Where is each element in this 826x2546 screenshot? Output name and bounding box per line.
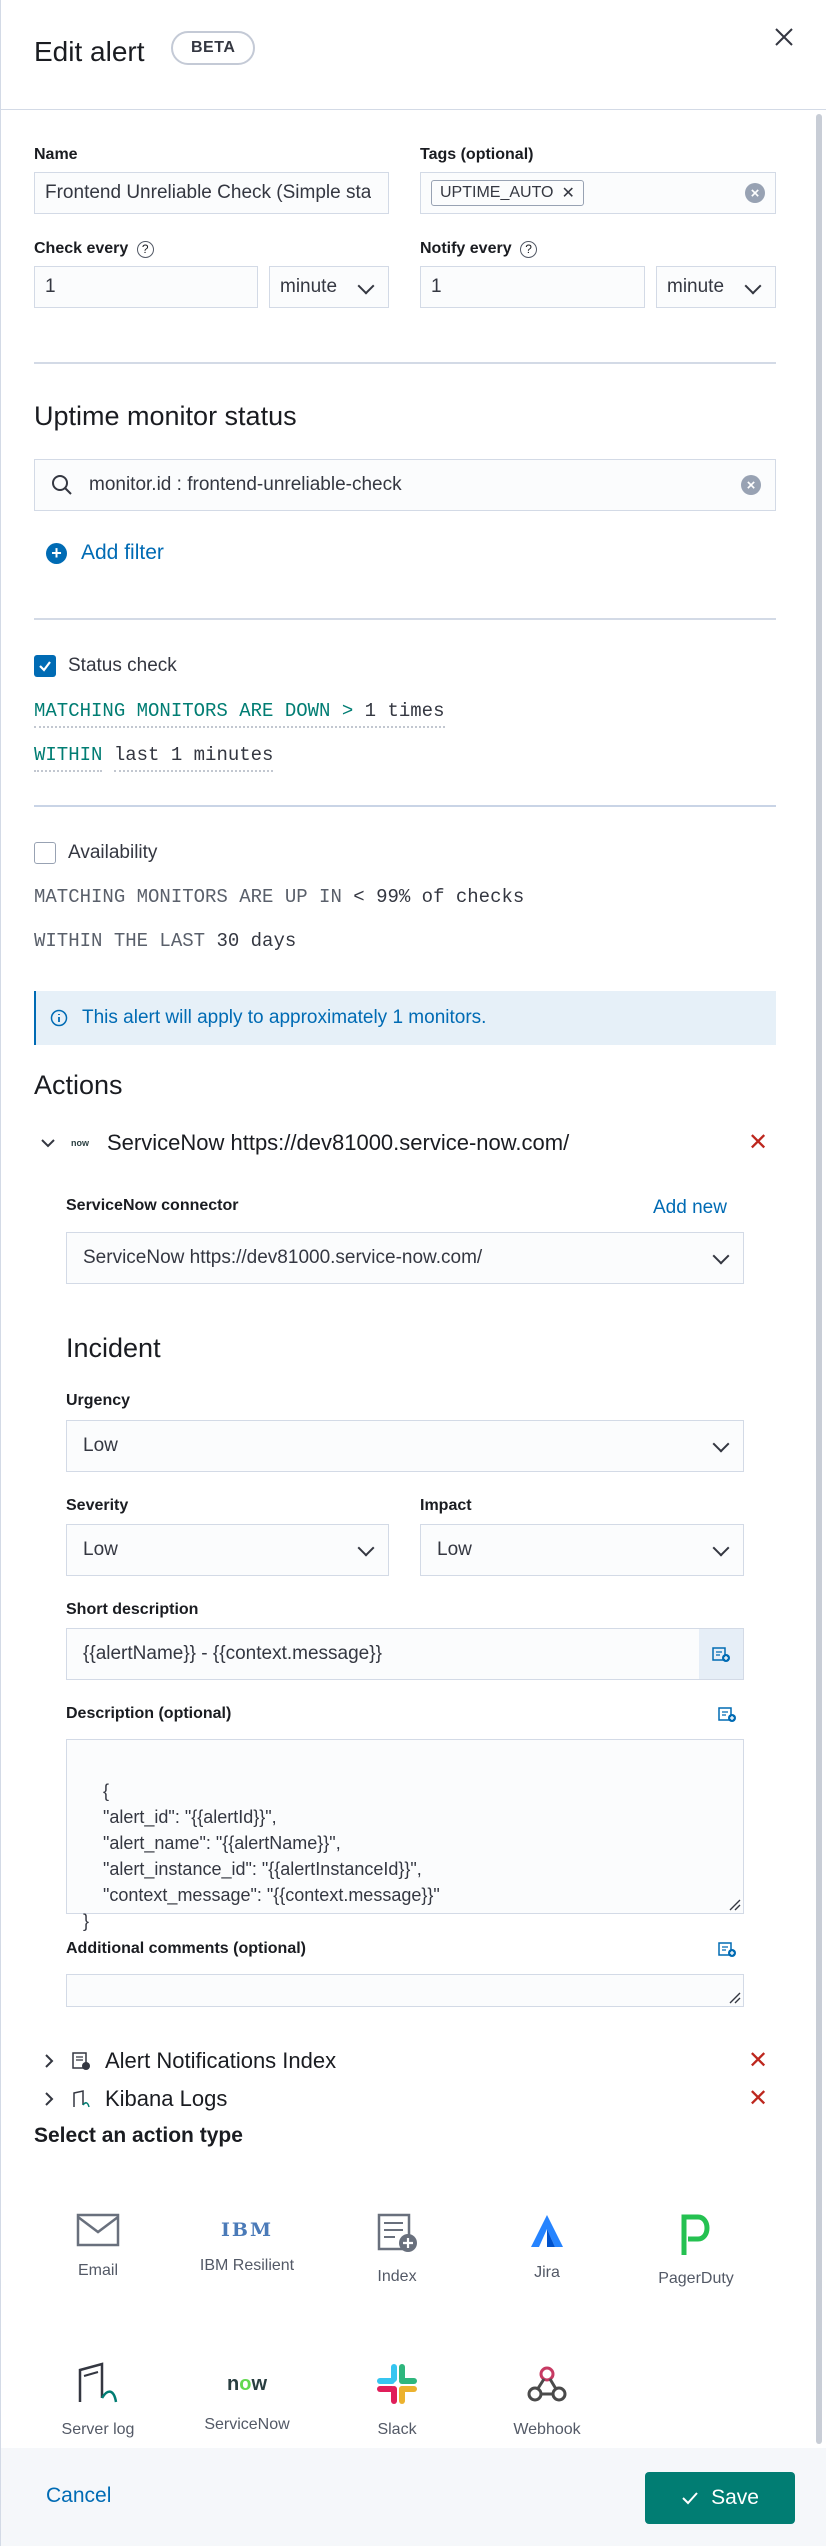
select-action-type-heading: Select an action type — [34, 2124, 243, 2147]
checkbox-unchecked-icon — [34, 842, 56, 864]
checkbox-checked-icon — [34, 655, 56, 677]
availability-expression-up — [34, 886, 524, 908]
divider — [34, 362, 776, 364]
status-expression-within[interactable] — [34, 744, 273, 766]
add-filter-label: Add filter — [81, 541, 164, 564]
index-label: Index — [377, 2268, 417, 2285]
index-action-title: Alert Notifications Index — [105, 2048, 337, 2073]
flyout-header — [1, 0, 826, 110]
action-type-servicenow[interactable] — [182, 2362, 312, 2434]
kibana-logs-action-accordion[interactable] — [41, 2086, 227, 2112]
short-description-input[interactable] — [66, 1628, 744, 1680]
resize-handle-icon[interactable] — [727, 1897, 741, 1911]
save-label: Save — [711, 2486, 759, 2509]
status-down-prefix: MATCHING MONITORS ARE DOWN > — [34, 700, 354, 722]
email-icon — [76, 2213, 120, 2247]
divider — [34, 805, 776, 807]
action-type-pagerduty[interactable] — [631, 2213, 761, 2288]
short-description-value: {{alertName}} - {{context.message}} — [83, 1643, 382, 1664]
comments-textarea[interactable] — [66, 1974, 744, 2007]
add-variable-button[interactable] — [699, 1629, 743, 1679]
ibm-logo-icon: IBM — [221, 2219, 273, 2241]
check-every-unit: minute — [280, 276, 338, 297]
chevron-down-icon — [358, 278, 375, 295]
plus-circle-icon: + — [46, 543, 67, 564]
actions-heading: Actions — [34, 1070, 123, 1100]
callout-text: This alert will apply to approximately 1 monitors. — [82, 1007, 487, 1028]
notify-every-text: Notify every — [420, 240, 512, 257]
name-value: Frontend Unreliable Check (Simple sta — [45, 182, 372, 203]
ibm-resilient-label: IBM Resilient — [199, 2257, 295, 2274]
save-button[interactable] — [645, 2472, 795, 2524]
avail-within-prefix: WITHIN THE LAST — [34, 930, 206, 952]
tags-combobox[interactable] — [420, 172, 776, 214]
servicenow-label: ServiceNow — [204, 2416, 290, 2433]
info-icon — [50, 1009, 68, 1027]
action-type-ibm-resilient[interactable] — [182, 2213, 312, 2275]
status-expression-down[interactable] — [34, 700, 445, 728]
urgency-select[interactable] — [66, 1420, 744, 1472]
search-value: monitor.id : frontend-unreliable-check — [89, 474, 402, 495]
connector-value: ServiceNow https://dev81000.service-now.com/ — [83, 1247, 483, 1268]
slack-label: Slack — [377, 2421, 417, 2438]
status-down-value: 1 times — [364, 700, 445, 722]
status-check-label: Status check — [68, 655, 177, 676]
jira-icon — [527, 2213, 567, 2249]
avail-within-value: 30 days — [216, 930, 297, 952]
info-callout — [34, 991, 776, 1045]
flyout-footer — [1, 2448, 826, 2546]
close-icon[interactable] — [772, 26, 796, 50]
index-icon — [375, 2213, 419, 2253]
servicenow-logo-icon: now — [71, 1138, 89, 1148]
clear-tags-icon[interactable]: × — [745, 183, 765, 203]
action-type-email[interactable] — [33, 2213, 163, 2280]
variable-icon[interactable] — [717, 1705, 737, 1725]
name-label: Name — [34, 146, 78, 163]
notify-every-value: 1 — [431, 276, 442, 297]
status-within-value: last 1 minutes — [114, 744, 274, 772]
tag-remove-icon[interactable]: ✕ — [561, 185, 575, 202]
availability-label: Availability — [68, 842, 158, 863]
impact-select[interactable] — [420, 1524, 744, 1576]
delete-action-icon[interactable]: ✕ — [748, 1129, 769, 1156]
chevron-down-icon — [39, 1134, 57, 1152]
cancel-button[interactable]: Cancel — [46, 2484, 112, 2507]
scrollbar[interactable] — [816, 114, 822, 2444]
check-every-text: Check every — [34, 240, 129, 257]
beta-badge: BETA — [171, 31, 255, 65]
availability-checkbox[interactable] — [34, 842, 157, 864]
pagerduty-label: PagerDuty — [658, 2270, 734, 2287]
slack-icon — [375, 2362, 419, 2406]
jira-label: Jira — [534, 2264, 560, 2281]
status-check-checkbox[interactable] — [34, 655, 177, 677]
avail-up-prefix: MATCHING MONITORS ARE UP IN — [34, 886, 342, 908]
variable-icon — [711, 1645, 731, 1663]
comments-label: Additional comments (optional) — [66, 1940, 306, 1957]
tag-chip — [431, 180, 584, 206]
search-icon — [51, 474, 73, 496]
index-icon — [71, 2051, 91, 2071]
notify-every-unit-select[interactable] — [656, 266, 776, 308]
urgency-label: Urgency — [66, 1392, 131, 1409]
name-input[interactable] — [34, 172, 389, 214]
severity-select[interactable] — [66, 1524, 389, 1576]
resize-handle-icon[interactable] — [727, 1990, 741, 2004]
variable-icon[interactable] — [717, 1940, 737, 1960]
divider — [34, 618, 776, 620]
incident-heading: Incident — [66, 1333, 161, 1363]
kibana-logs-action-title: Kibana Logs — [105, 2086, 228, 2111]
avail-up-value: < 99% of checks — [353, 886, 525, 908]
notify-every-input[interactable] — [420, 266, 645, 308]
add-filter-button[interactable] — [46, 541, 164, 565]
tags-label: Tags (optional) — [420, 146, 534, 163]
add-new-link[interactable]: Add new — [653, 1197, 727, 1218]
action-type-slack[interactable] — [332, 2362, 462, 2439]
chevron-down-icon — [713, 1248, 730, 1265]
status-within-prefix: WITHIN — [34, 744, 102, 772]
check-every-label — [34, 240, 154, 258]
servicenow-logo-icon: now — [227, 2373, 267, 2395]
check-every-input[interactable] — [34, 266, 258, 308]
description-textarea[interactable] — [66, 1739, 744, 1931]
short-description-label: Short description — [66, 1601, 199, 1618]
chevron-right-icon — [41, 2090, 57, 2108]
server-log-icon — [76, 2362, 120, 2406]
description-label: Description (optional) — [66, 1705, 232, 1722]
help-icon[interactable]: ? — [137, 241, 154, 258]
chevron-down-icon — [713, 1540, 730, 1557]
severity-label: Severity — [66, 1497, 129, 1514]
chevron-right-icon — [41, 2052, 57, 2070]
action-type-server-log[interactable] — [33, 2362, 163, 2439]
delete-action-icon[interactable]: ✕ — [748, 2085, 769, 2112]
help-icon[interactable]: ? — [520, 241, 537, 258]
check-every-value: 1 — [45, 276, 56, 297]
action-type-index[interactable] — [332, 2213, 462, 2286]
webhook-icon — [525, 2362, 569, 2406]
uptime-heading: Uptime monitor status — [34, 401, 297, 431]
servicenow-action-accordion[interactable] — [39, 1130, 569, 1156]
chevron-down-icon — [713, 1436, 730, 1453]
servicenow-action-title: ServiceNow https://dev81000.service-now.com/ — [107, 1130, 570, 1155]
chevron-down-icon — [358, 1540, 375, 1557]
description-value: { "alert_id": "{{alertId}}", "alert_name": "{{alertName}}", "alert_instance_id": "{{alertInstanceId}}", "context_message": "{{context.message}}" } — [83, 1781, 440, 1931]
availability-expression-within — [34, 930, 296, 952]
tag-chip-label: UPTIME_AUTO — [440, 184, 554, 201]
clear-search-icon[interactable]: × — [741, 475, 761, 495]
impact-value: Low — [437, 1539, 472, 1560]
flyout-title: Edit alert — [34, 36, 145, 67]
connector-select[interactable] — [66, 1232, 744, 1284]
server-log-label: Server log — [61, 2421, 135, 2438]
check-every-unit-select[interactable] — [269, 266, 389, 308]
delete-action-icon[interactable]: ✕ — [748, 2047, 769, 2074]
server-log-icon — [71, 2089, 91, 2109]
pagerduty-icon — [678, 2213, 714, 2255]
kql-search-input[interactable] — [34, 459, 776, 511]
impact-label: Impact — [420, 1497, 472, 1514]
index-action-accordion[interactable] — [41, 2048, 336, 2074]
check-icon — [681, 2490, 699, 2506]
chevron-down-icon — [745, 278, 762, 295]
action-type-webhook[interactable] — [482, 2362, 612, 2439]
notify-every-unit: minute — [667, 276, 725, 297]
connector-label: ServiceNow connector — [66, 1197, 239, 1214]
notify-every-label — [420, 240, 537, 258]
webhook-label: Webhook — [513, 2421, 581, 2438]
email-label: Email — [77, 2262, 118, 2279]
urgency-value: Low — [83, 1435, 118, 1456]
severity-value: Low — [83, 1539, 118, 1560]
action-type-jira[interactable] — [482, 2213, 612, 2282]
